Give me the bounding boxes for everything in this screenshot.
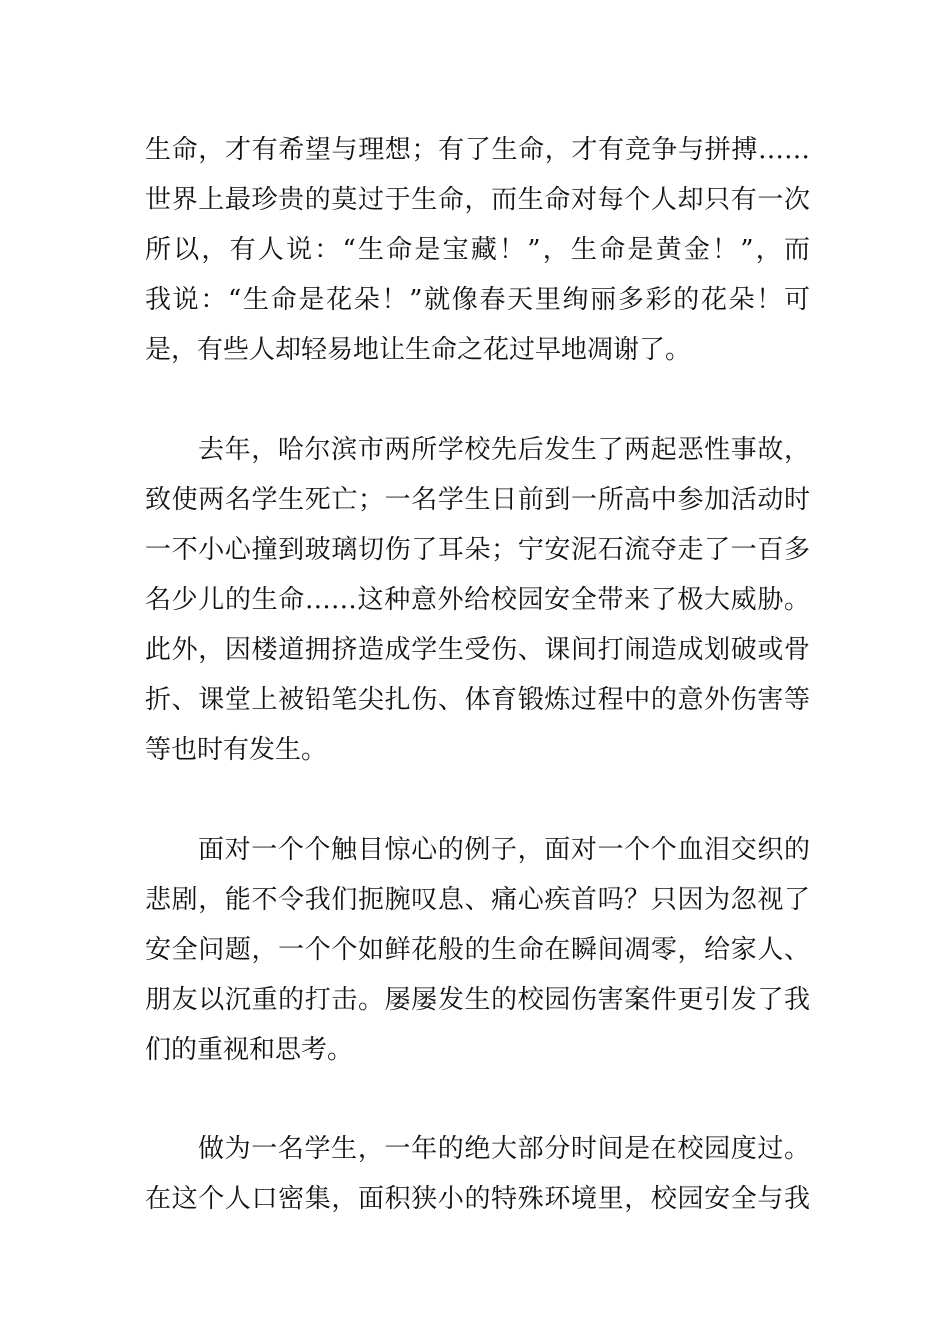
text-line: 一不小心撞到玻璃切伤了耳朵；宁安泥石流夺走了一百多 — [145, 535, 810, 565]
text-line: 们的重视和思考。 — [145, 1035, 354, 1065]
text-line: 做为一名学生，一年的绝大部分时间是在校园度过。 — [198, 1134, 810, 1164]
text-line: 朋友以沉重的打击。屡屡发生的校园伤害案件更引发了我 — [145, 985, 810, 1015]
text-line: 我说：“生命是花朵！”就像春天里绚丽多彩的花朵！可 — [145, 285, 810, 315]
text-line: 在这个人口密集，面积狭小的特殊环境里，校园安全与我 — [145, 1184, 810, 1214]
text-line: 等也时有发生。 — [145, 735, 328, 765]
text-line: 折、课堂上被铅笔尖扎伤、体育锻炼过程中的意外伤害等 — [145, 685, 810, 715]
text-line: 名少儿的生命……这种意外给校园安全带来了极大威胁。 — [145, 585, 810, 615]
text-line: 致使两名学生死亡；一名学生日前到一所高中参加活动时 — [145, 485, 810, 515]
text-line: 所以，有人说：“生命是宝藏！”，生命是黄金！”，而 — [145, 235, 810, 265]
text-line: 世界上最珍贵的莫过于生命，而生命对每个人却只有一次 — [145, 185, 810, 215]
text-line: 悲剧，能不令我们扼腕叹息、痛心疾首吗？只因为忽视了 — [145, 885, 810, 915]
text-line: 面对一个个触目惊心的例子，面对一个个血泪交织的 — [198, 835, 810, 865]
text-line: 安全问题，一个个如鲜花般的生命在瞬间凋零，给家人、 — [145, 935, 810, 965]
text-line: 此外，因楼道拥挤造成学生受伤、课间打闹造成划破或骨 — [145, 635, 810, 665]
text-line: 是，有些人却轻易地让生命之花过早地凋谢了。 — [145, 335, 692, 365]
text-line: 去年，哈尔滨市两所学校先后发生了两起恶性事故， — [198, 435, 810, 465]
text-line: 生命，才有希望与理想；有了生命，才有竞争与拼搏…… — [145, 135, 810, 165]
